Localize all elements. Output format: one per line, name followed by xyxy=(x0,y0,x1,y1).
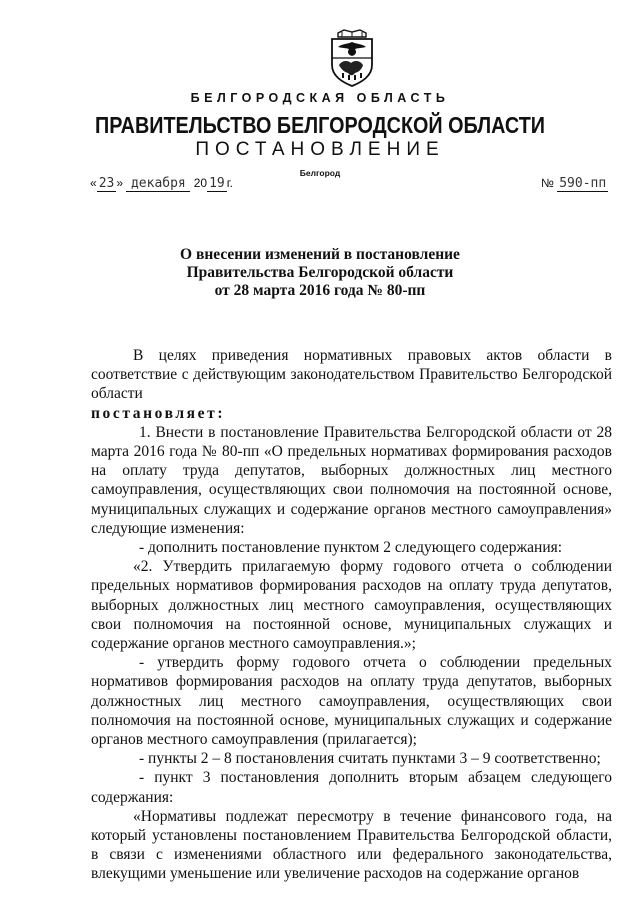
title-line-3: от 28 марта 2016 года № 80-пп xyxy=(214,282,426,299)
body-paragraph-6: - пункт 3 постановления дополнить вторым абзацем следующего содержания: xyxy=(91,769,612,806)
date-year-prefix: 20 xyxy=(193,176,208,190)
government-name: ПРАВИТЕЛЬСТВО БЕЛГОРОДСКОЙ ОБЛАСТИ xyxy=(95,112,545,138)
body-paragraph-4: - утвердить форму годового отчета о соблюдении предельных нормативов формирования расходов на оплату труда депутатов, выборных должностных лиц местного самоуправления, осуществляющих свои полномочия на постоянной основе, муниципальных служащих и содержание органов местного самоуправления (прилагается); xyxy=(91,654,612,749)
date-day: 23 xyxy=(98,176,115,191)
body-paragraph-7: «Нормативы подлежат пересмотру в течение финансового года, на который установлены постановлением Правительства Белгородской области, в связи с изменениями областного или федерального законодательства, влекущими уменьшение или увеличение расходов на содержание органов xyxy=(91,807,612,883)
region-name: БЕЛГОРОДСКАЯ ОБЛАСТЬ xyxy=(190,91,450,105)
document-title xyxy=(0,246,640,300)
document-date xyxy=(90,176,233,192)
city-name: Белгород xyxy=(299,168,341,178)
body-resolves: постановляет: xyxy=(91,404,226,422)
title-line-2: Правительства Белгородской области xyxy=(186,264,454,281)
body-paragraph-5: - пункты 2 – 8 постановления считать пунктами 3 – 9 соответственно; xyxy=(139,750,601,768)
document-type: ПОСТАНОВЛЕНИЕ xyxy=(195,139,445,160)
document-number xyxy=(541,176,608,192)
body-paragraph-2: - дополнить постановление пунктом 2 следующего содержания: xyxy=(139,539,563,557)
date-year-suffix: 19 xyxy=(209,176,225,191)
body-paragraph-1: 1. Внести в постановление Правительства Белгородской области от 28 марта 2016 года № 80-пп «О предельных нормативах формирования расходов на оплату труда депутатов, выборных должностных лиц местного самоуправления, осуществляющих свои полномочия на постоянной основе, муниципальных служащих и содержание органов местного самоуправления» следующие изменения: xyxy=(91,423,612,537)
title-line-1: О внесении изменений в постановление xyxy=(180,246,460,263)
coat-of-arms-emblem xyxy=(329,29,375,87)
date-open-quote: « xyxy=(90,176,97,190)
date-year-g: г. xyxy=(226,176,233,190)
body-paragraph-3: «2. Утвердить прилагаемую форму годового отчета о соблюдении предельных нормативов формирования расходов на оплату труда депутатов, выборных должностных лиц местного самоуправления, осуществляющих свои полномочия на постоянной основе, муниципальных служащих и содержание органов местного самоуправления.»; xyxy=(91,558,612,653)
document-body xyxy=(91,346,612,884)
body-intro: В целях приведения нормативных правовых актов области в соответствие с действующим законодательством Правительство Белгородской области xyxy=(91,347,612,403)
number-sign: № xyxy=(541,176,554,190)
number-value: 590-пп xyxy=(559,176,607,191)
date-close-quote: » xyxy=(116,176,124,190)
date-month: декабря xyxy=(130,176,186,191)
